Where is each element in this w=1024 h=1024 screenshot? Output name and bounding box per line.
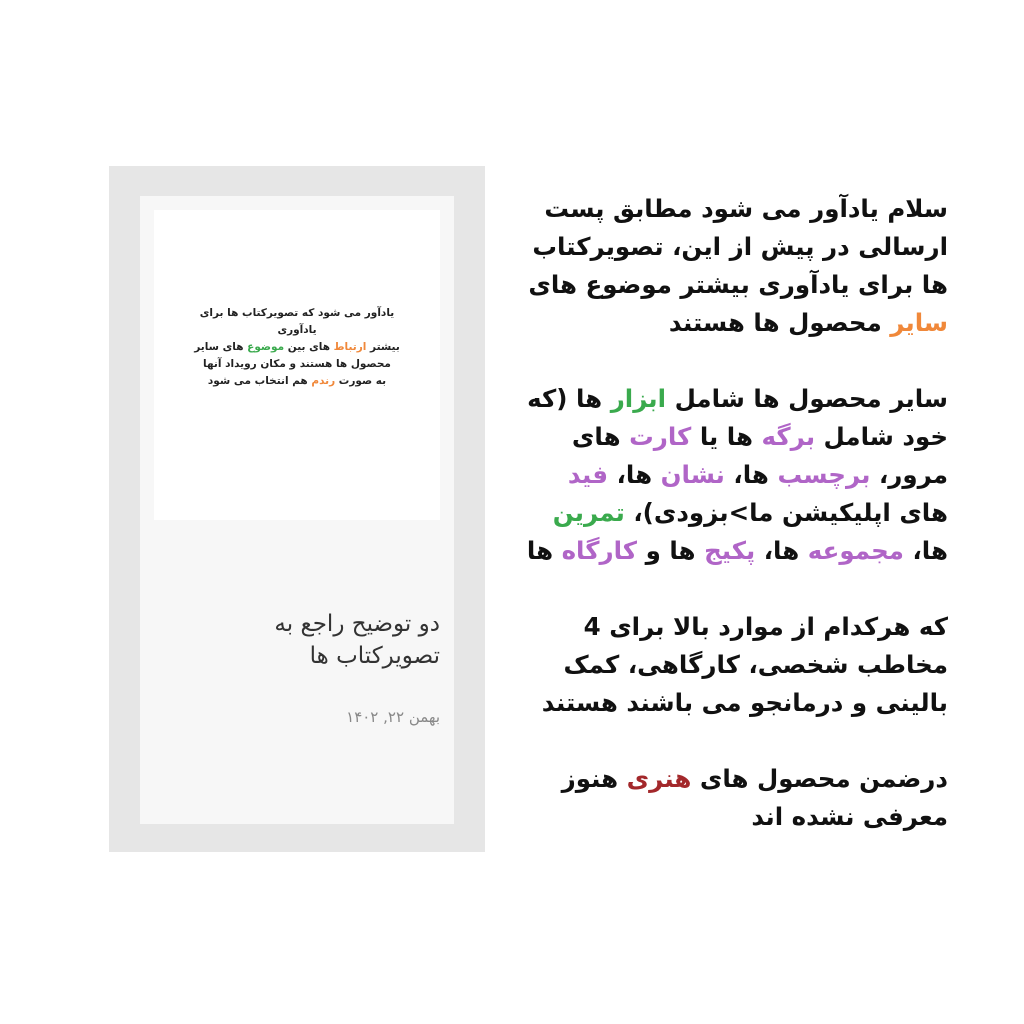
thumbnail-text-span: های سایر [194, 340, 244, 353]
post-card[interactable] [140, 196, 454, 824]
thumbnail-text-span: به صورت [338, 374, 387, 387]
highlight-word: برچسب [777, 460, 871, 489]
highlight-word: پکیج [704, 536, 756, 565]
thumbnail-line-3: محصول ها هستند و مکان رویداد آنها [203, 357, 391, 370]
text-span: درضمن محصول های [699, 764, 948, 793]
highlight-word: موضوع [247, 340, 285, 353]
text-span: های اپلیکیشن ما>بزودی)، [633, 498, 948, 527]
thumbnail-line-1: یادآور می شود که تصویرکتاب ها برای یادآوری [199, 306, 395, 336]
highlight-word: هنری [626, 764, 692, 793]
card-date: بهمن ۲۲, ۱۴۰۲ [346, 708, 440, 726]
text-span: ها، [912, 536, 948, 565]
highlight-word: تمرین [552, 498, 625, 527]
paragraph-2 [520, 380, 948, 570]
paragraph-3: که هرکدام از موارد بالا برای 4 مخاطب شخصی، کارگاهی، کمک بالینی و درمانجو می باشند هستند [541, 612, 948, 717]
post-card-frame [109, 166, 485, 852]
text-span: ها، [616, 460, 653, 489]
text-span: سایر محصول ها شامل [674, 384, 948, 413]
card-title-link[interactable]: دو توضیح راجع به تصویرکتاب ها [274, 611, 440, 669]
paragraph-4 [520, 760, 948, 836]
text-span: های مرور، [571, 422, 948, 489]
post-body [520, 190, 948, 836]
highlight-word: ابزار [610, 384, 667, 413]
thumbnail-line-4 [179, 373, 415, 390]
text-span: سلام یادآور می شود مطابق پست ارسالی در پیش از این، تصویرکتاب ها برای یادآوری بیشتر موضوع های [528, 194, 948, 299]
highlight-word: سایر [890, 308, 948, 337]
highlight-word: برگه [761, 422, 816, 451]
highlight-word: ارتباط [333, 340, 367, 353]
text-span: محصول ها هستند [668, 308, 882, 337]
text-span: ها، [733, 460, 769, 489]
thumbnail-text-span: هم انتخاب می شود [207, 374, 308, 387]
highlight-word: کارت [629, 422, 692, 451]
text-span: هنوز معرفی نشده اند [561, 764, 948, 831]
text-span: ها یا [699, 422, 753, 451]
thumbnail-line-2 [179, 339, 415, 356]
text-span: ها (که خود شامل [527, 384, 948, 451]
highlight-word: نشان [660, 460, 725, 489]
text-span: ها، [763, 536, 800, 565]
highlight-word: رندم [311, 374, 336, 387]
paragraph-1 [520, 190, 948, 342]
thumbnail-text-span: های بین [287, 340, 330, 353]
text-span: ها و [645, 536, 696, 565]
highlight-word: مجموعه [807, 536, 904, 565]
highlight-word: کارگاه [561, 536, 638, 565]
thumbnail-text [179, 305, 415, 390]
thumbnail-text-span: بیشتر [370, 340, 400, 353]
text-span: ها [526, 536, 554, 565]
highlight-word: فید [567, 460, 609, 489]
card-thumbnail[interactable] [154, 210, 440, 520]
